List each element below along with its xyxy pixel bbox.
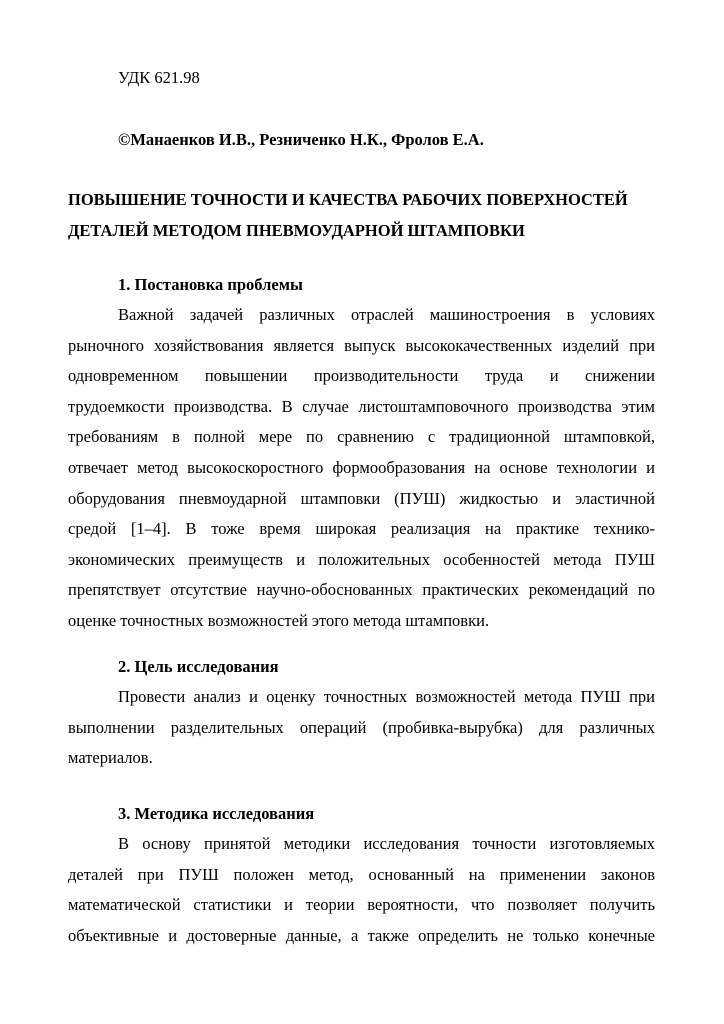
title-line: ПОВЫШЕНИЕ ТОЧНОСТИ И КАЧЕСТВА РАБОЧИХ ПОВЕРХНОСТЕЙ xyxy=(68,190,628,209)
text-line: оценке точностных возможностей этого метода штамповки. xyxy=(68,610,490,630)
text-line: оборудования пневмоударной штамповки (ПУШ) жидкостью и эластичной xyxy=(68,488,655,508)
text-line: деталей при ПУШ положен метод, основанный на применении законов xyxy=(68,864,655,884)
section-heading-problem: 1. Постановка проблемы xyxy=(118,275,303,294)
text-line: требованиям в полной мере по сравнению с традиционной штамповкой, xyxy=(68,427,655,447)
text-line: Важной задачей различных отраслей машиностроения в условиях xyxy=(118,305,655,324)
text-line: экономических преимуществ и положительных особенностей метода ПУШ xyxy=(68,549,655,569)
text-line: Провести анализ и оценку точностных возможностей метода ПУШ при xyxy=(118,687,655,706)
text-line: одновременном повышении производительности труда и снижении xyxy=(68,366,655,386)
text-line: средой [1–4]. В тоже время широкая реализация на практике технико- xyxy=(68,519,655,539)
text-line: материалов. xyxy=(68,748,153,768)
section-heading-method: 3. Методика исследования xyxy=(118,804,315,823)
title-line: ДЕТАЛЕЙ МЕТОДОМ ПНЕВМОУДАРНОЙ ШТАМПОВКИ xyxy=(68,221,525,240)
text-line: препятствует отсутствие научно-обоснованных практических рекомендаций по xyxy=(68,580,655,600)
paper-title xyxy=(68,184,656,246)
text-line: объективные и достоверные данные, а также определить не только конечные xyxy=(68,925,655,945)
text-line: рыночного хозяйствования является выпуск высококачественных изделий при xyxy=(68,335,655,355)
text-line: В основу принятой методики исследования точности изготовляемых xyxy=(118,834,655,853)
section-body-goal xyxy=(68,682,655,774)
section-body-problem xyxy=(68,300,655,637)
section-heading-goal: 2. Цель исследования xyxy=(118,657,279,676)
text-line: математической статистики и теории вероятности, что позволяет получить xyxy=(68,895,655,915)
authors: ©Манаенков И.В., Резниченко Н.К., Фролов Е.А. xyxy=(118,130,484,149)
text-line: трудоемкости производства. В случае листоштамповочного производства этим xyxy=(68,396,655,416)
udc-code: УДК 621.98 xyxy=(118,68,200,87)
section-body-method xyxy=(68,829,655,951)
text-line: выполнении разделительных операций (пробивка-вырубка) для различных xyxy=(68,717,655,737)
text-line: отвечает метод высокоскоростного формообразования на основе технологии и xyxy=(68,457,655,477)
